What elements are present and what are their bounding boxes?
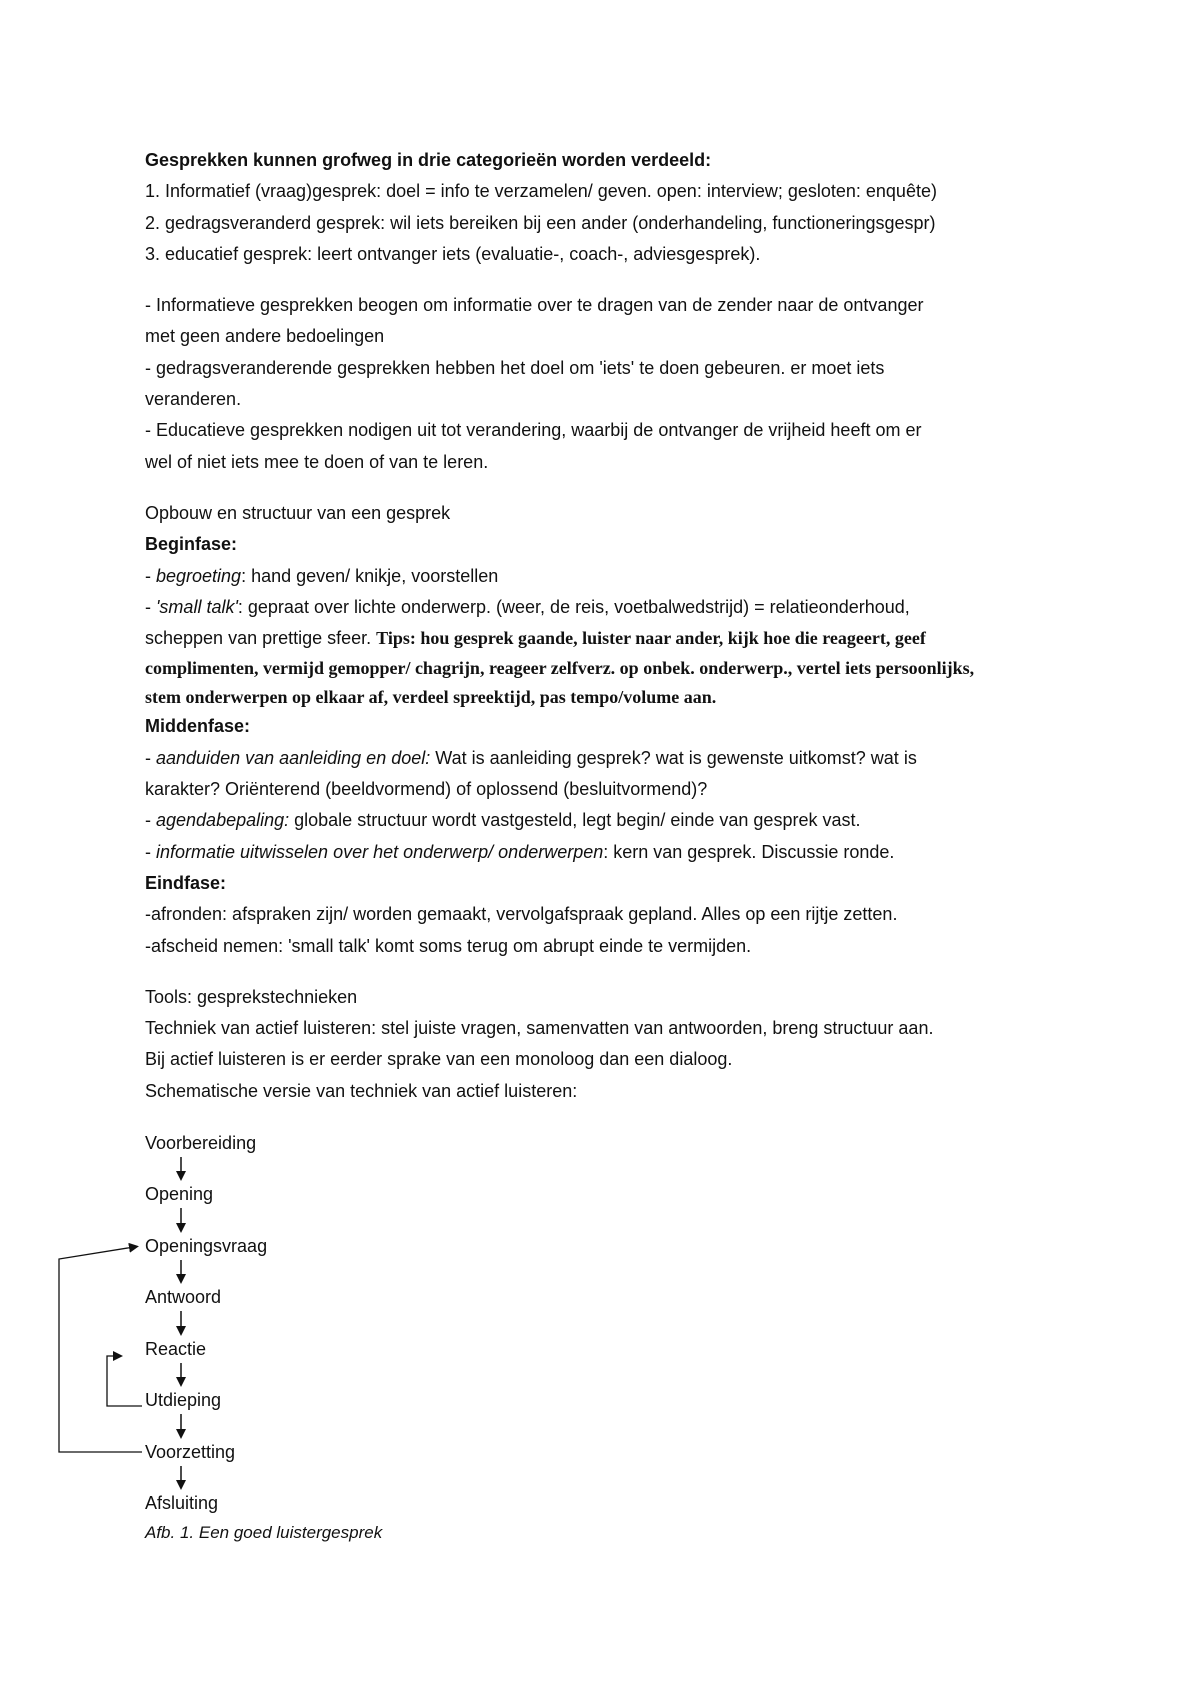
middle-item-2-text: globale structuur wordt vastgesteld, legt begin/ einde van gesprek vast. xyxy=(289,810,861,831)
intro-heading: Gesprekken kunnen grofweg in drie categorieën worden verdeeld: xyxy=(145,150,712,170)
note-line-5: - Educatieve gesprekken nodigen uit tot verandering, waarbij de ontvanger de vrijheid heeft om er xyxy=(145,420,922,441)
greeting-text: : hand geven/ knikje, voorstellen xyxy=(241,565,499,586)
middle-item-3-text: : kern van gesprek. Discussie ronde. xyxy=(603,841,895,862)
middle-item-1-term: aanduiden van aanleiding en doel: xyxy=(156,747,431,768)
note-line-1: - Informatieve gesprekken beogen om informatie over te dragen van de zender naar de ontvanger xyxy=(145,295,924,316)
smalltalk-text: : gepraat over lichte onderwerp. (weer, de reis, voetbalwedstrijd) = relatieonderhoud, xyxy=(237,596,910,617)
flow-step-utdieping: Utdieping xyxy=(145,1390,222,1410)
end-heading: Eindfase: xyxy=(145,872,227,893)
flow-step-openingsvraag: Openingsvraag xyxy=(145,1236,268,1256)
structure-title: Opbouw en structuur van een gesprek xyxy=(145,502,451,523)
note-line-6: wel of niet iets mee te doen of van te leren. xyxy=(145,451,489,472)
flow-step-antwoord: Antwoord xyxy=(145,1287,222,1307)
tools-title: Tools: gesprekstechnieken xyxy=(145,986,358,1007)
flow-step-opening: Opening xyxy=(145,1184,214,1204)
begin-smalltalk: - 'small talk': gepraat over lichte onderwerp. (weer, de reis, voetbalwedstrijd) = relatieonderhoud, xyxy=(145,596,910,617)
middle-item-2: - agendabepaling: globale structuur wordt vastgesteld, legt begin/ einde van gesprek vast. xyxy=(145,810,861,831)
tools-line-3: Schematische versie van techniek van actief luisteren: xyxy=(145,1080,578,1101)
tips-line-3: stem onderwerpen op elkaar af, verdeel spreektijd, pas tempo/volume aan. xyxy=(145,686,717,707)
intro-item-3: 3. educatief gesprek: leert ontvanger iets (evaluatie-, coach-, adviesgesprek). xyxy=(145,243,761,264)
middle-item-3-term: informatie uitwisselen over het onderwerp/ onderwerpen xyxy=(156,841,604,862)
flow-step-voorbereiding: Voorbereiding xyxy=(145,1133,257,1153)
tips-line-1: Tips: hou gesprek gaande, luister naar ander, kijk hoe die reageert, geef xyxy=(376,628,926,649)
loop-arrow-outer xyxy=(59,1247,142,1452)
begin-greeting: - begroeting: hand geven/ knikje, voorstellen xyxy=(145,565,499,586)
end-item-1: -afronden: afspraken zijn/ worden gemaakt, vervolgafspraak gepland. Alles op een rijtje zetten. xyxy=(145,904,898,925)
end-item-2: -afscheid nemen: 'small talk' komt soms terug om abrupt einde te vermijden. xyxy=(145,935,752,956)
tools-line-2: Bij actief luisteren is er eerder sprake van een monoloog dan een dialoog. xyxy=(145,1049,733,1070)
greeting-term: begroeting xyxy=(156,565,242,586)
loop-arrow-inner xyxy=(107,1356,142,1406)
middle-item-1: - aanduiden van aanleiding en doel: Wat is aanleiding gesprek? wat is gewenste uitkomst? wat is xyxy=(145,747,917,768)
begin-heading: Beginfase: xyxy=(145,534,238,555)
flow-step-voorzetting: Voorzetting xyxy=(145,1442,236,1462)
intro-item-2: 2. gedragsveranderd gesprek: wil iets bereiken bij een ander (onderhandeling, functioneringsgespr) xyxy=(145,212,936,233)
note-line-4: veranderen. xyxy=(145,389,242,410)
note-line-3: - gedragsveranderende gesprekken hebben het doel om 'iets' te doen gebeuren. er moet iets xyxy=(145,357,885,378)
middle-item-3: - informatie uitwisselen over het onderwerp/ onderwerpen: kern van gesprek. Discussie ronde. xyxy=(145,841,895,862)
smalltalk-text-2: scheppen van prettige sfeer. xyxy=(145,628,372,649)
intro-item-1: 1. Informatief (vraag)gesprek: doel = info te verzamelen/ geven. open: interview; gesloten: enquête) xyxy=(145,181,937,202)
middle-item-2-term: agendabepaling: xyxy=(156,810,290,831)
flow-step-reactie: Reactie xyxy=(145,1339,207,1359)
flow-step-afsluiting: Afsluiting xyxy=(145,1493,219,1513)
middle-item-1-text: Wat is aanleiding gesprek? wat is gewenste uitkomst? wat is xyxy=(430,747,917,768)
middle-item-1-cont: karakter? Oriënterend (beeldvormend) of oplossend (besluitvormend)? xyxy=(145,779,708,800)
smalltalk-term: 'small talk' xyxy=(156,596,238,617)
middle-heading: Middenfase: xyxy=(145,716,251,737)
tips-line-2: complimenten, vermijd gemopper/ chagrijn, reageer zelfverz. op onbek. onderwerp., vertel iets persoonlijks, xyxy=(145,658,975,679)
note-line-2: met geen andere bedoelingen xyxy=(145,326,385,347)
figure-caption: Afb. 1. Een goed luistergesprek xyxy=(145,1523,383,1542)
tools-line-1: Techniek van actief luisteren: stel juiste vragen, samenvatten van antwoorden, breng structuur aan. xyxy=(145,1018,934,1039)
